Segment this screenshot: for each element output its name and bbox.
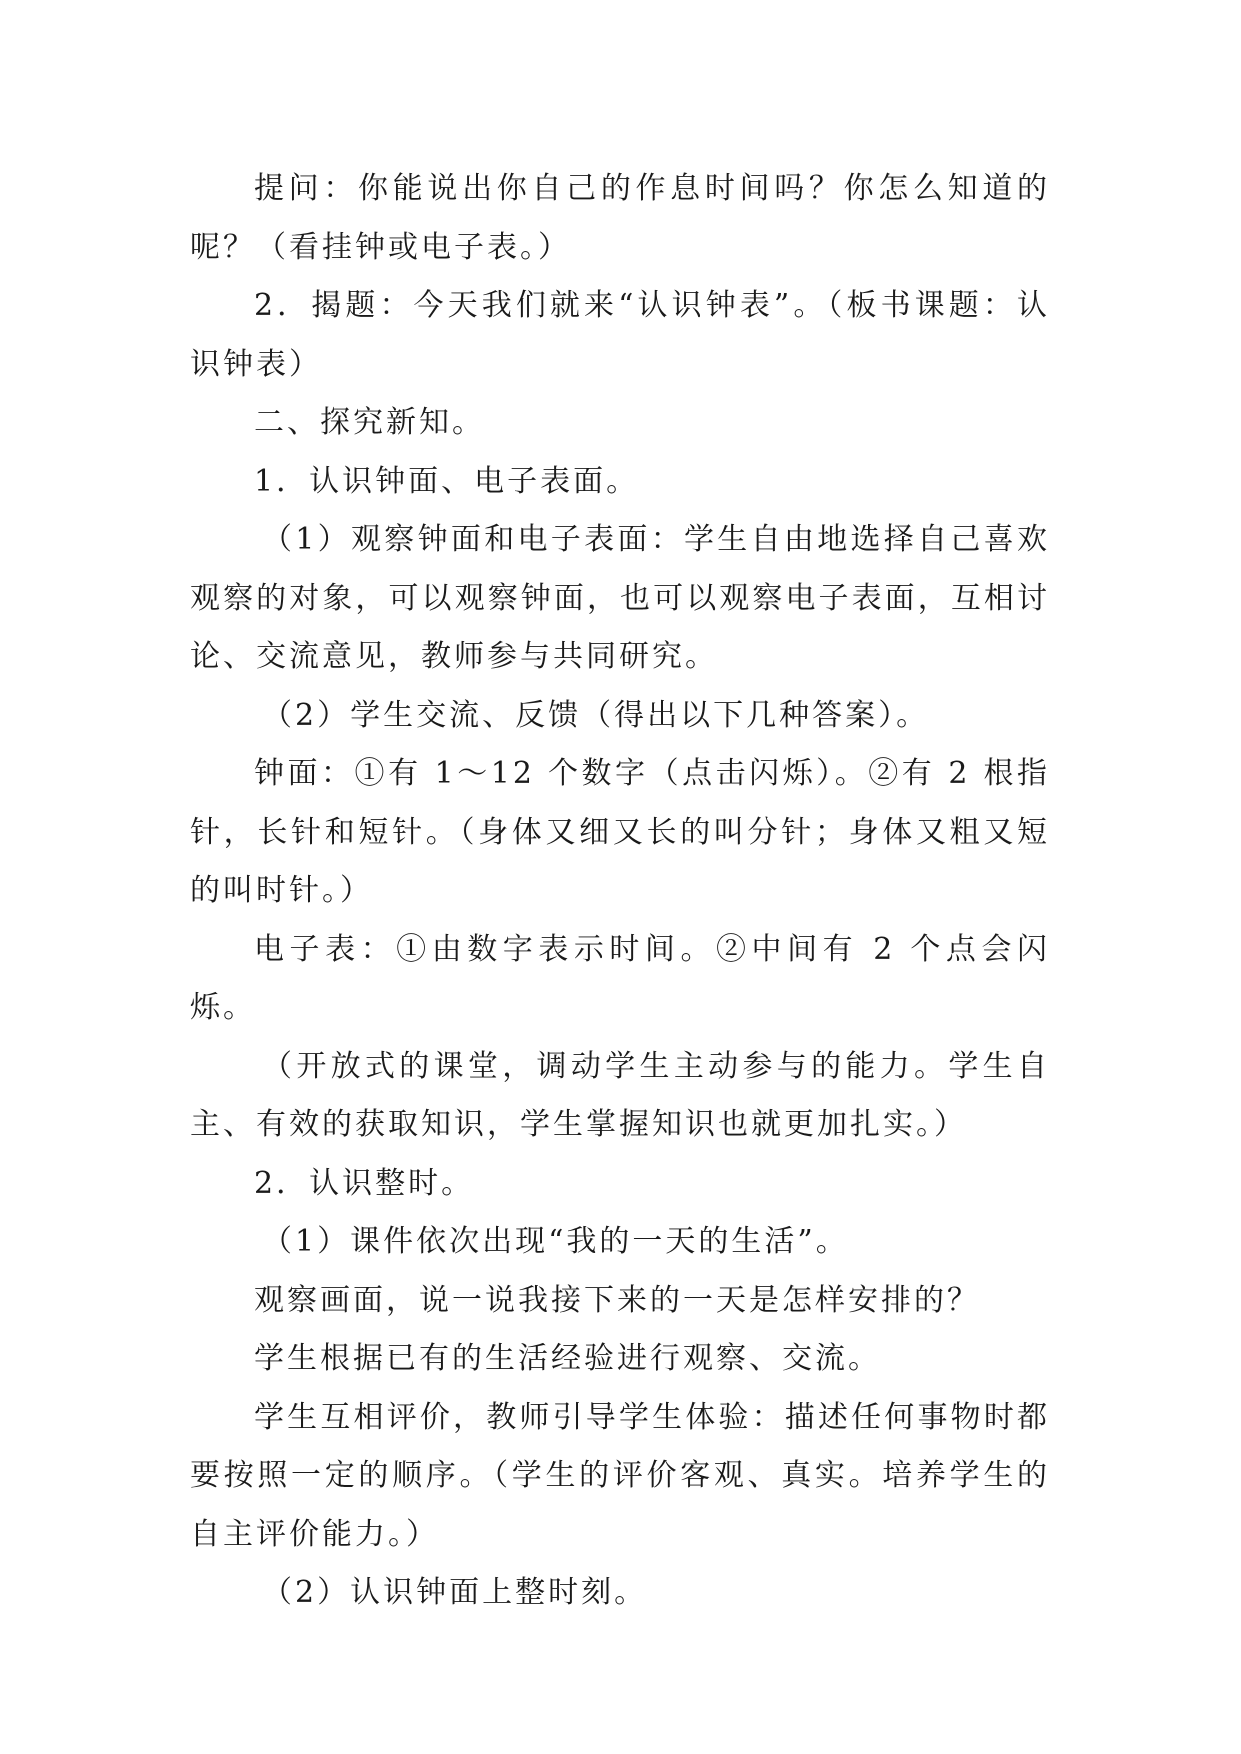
paragraph-observe-picture: 观察画面，说一说我接下来的一天是怎样安排的？ xyxy=(254,1282,980,1318)
paragraph-feedback: （2）学生交流、反馈（得出以下几种答案）。 xyxy=(262,697,930,733)
paragraph-whole-hour: （2）认识钟面上整时刻。 xyxy=(262,1575,648,1610)
paragraph-digital-watch: 电子表：①由数字表示时间。②中间有 2 个点会闪烁。 xyxy=(190,931,1050,1025)
paragraph-clock-face: 钟面：①有 1～12 个数字（点击闪烁）。②有 2 根指针，长针和短针。（身体又细又长的叫分针；身体又粗又短的叫时针。） xyxy=(190,756,1050,908)
section-heading-explore: 二、探究新知。 xyxy=(254,405,485,440)
paragraph-courseware: （1）课件依次出现“我的一天的生活”。 xyxy=(262,1224,849,1259)
paragraph-question: 提问：你能说出你自己的作息时间吗？你怎么知道的呢？（看挂钟或电子表。） xyxy=(190,171,1050,265)
paragraph-student-exchange: 学生根据已有的生活经验进行观察、交流。 xyxy=(254,1341,881,1376)
paragraph-evaluation: 学生互相评价，教师引导学生体验：描述任何事物时都要按照一定的顺序。（学生的评价客观、真实。培养学生的自主评价能力。） xyxy=(190,1399,1050,1552)
paragraph-observe: （1）观察钟面和电子表面：学生自由地选择自己喜欢观察的对象，可以观察钟面，也可以观察电子表面，互相讨论、交流意见，教师参与共同研究。 xyxy=(190,522,1050,674)
document-body xyxy=(190,160,1050,1623)
paragraph-open-classroom: （开放式的课堂，调动学生主动参与的能力。学生自主、有效的获取知识，学生掌握知识也就更加扎实。） xyxy=(190,1048,1050,1142)
paragraph-reveal-topic: 2．揭题：今天我们就来“认识钟表”。（板书课题：认识钟表） xyxy=(190,288,1050,382)
paragraph-step-2: 2．认识整时。 xyxy=(254,1165,475,1201)
paragraph-step-1: 1．认识钟面、电子表面。 xyxy=(254,463,640,499)
